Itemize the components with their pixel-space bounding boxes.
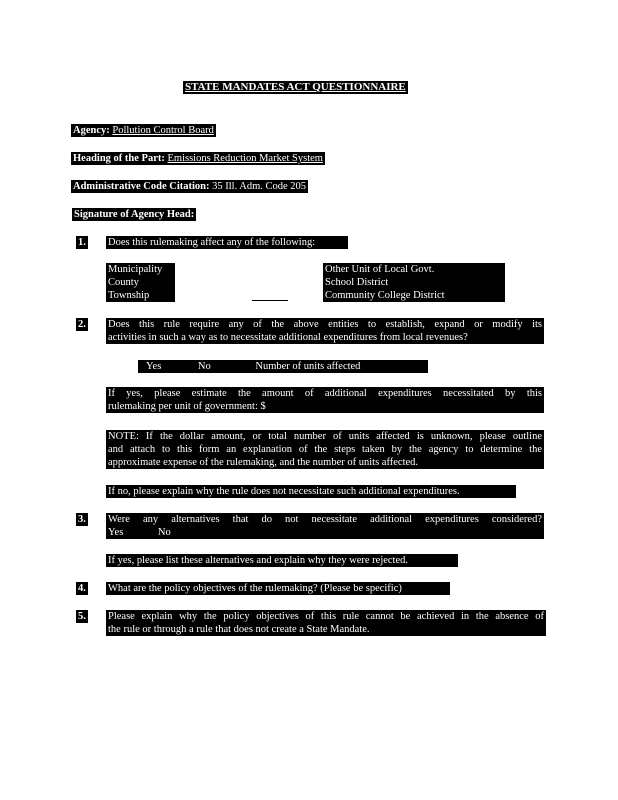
q4-text: What are the policy objectives of the rulemaking? (Please be specific) <box>106 582 450 595</box>
q2-units-label: Number of units affected <box>255 361 361 372</box>
q1-item-community-college: Community College District <box>325 290 445 301</box>
q2-if-no: If no, please explain why the rule does not necessitate such additional expenditures. <box>106 485 516 498</box>
q2-text <box>106 318 544 344</box>
q2-number: 2. <box>78 319 86 330</box>
q1-item-municipality: Municipality <box>108 264 163 275</box>
q1-left-list <box>106 263 175 302</box>
q2-note-line-2: and attach to this form an explanation of the steps taken by the agency to determine the <box>108 444 542 455</box>
document-title: STATE MANDATES ACT QUESTIONNAIRE <box>185 81 406 93</box>
q2-line-1: Does this rule require any of the above entities to establish, expand or modify its <box>108 319 542 330</box>
q1-text: Does this rulemaking affect any of the following: <box>106 236 348 249</box>
q2-estimate-line-1: If yes, please estimate the amount of additional expenditures necessitated by this <box>108 388 542 399</box>
q5-line-2: the rule or through a rule that does not create a State Mandate. <box>108 624 370 635</box>
citation-row <box>71 180 308 193</box>
heading-row <box>71 152 325 165</box>
q2-answer-row <box>138 360 428 373</box>
q1-right-list <box>323 263 505 302</box>
q3-line-1: Were any alternatives that do not necessitate additional expenditures considered? <box>108 514 542 525</box>
q1-number: 1. <box>78 237 86 248</box>
agency-value: Pollution Control Board <box>112 125 214 136</box>
heading-label: Heading of the Part: <box>73 153 165 164</box>
q5-line-1: Please explain why the policy objectives of this rule cannot be achieved in the absence of <box>108 611 544 622</box>
q5-number: 5. <box>78 611 86 622</box>
q3-number: 3. <box>78 514 86 525</box>
q5-text <box>106 610 546 636</box>
heading-value: Emissions Reduction Market System <box>167 153 323 164</box>
q1-item-township: Township <box>108 290 150 301</box>
agency-row <box>71 124 216 137</box>
q2-note <box>106 430 544 469</box>
q2-line-2: activities in such a way as to necessitate additional expenditures from local revenues? <box>108 332 468 343</box>
q2-yes-label[interactable]: Yes <box>146 361 162 372</box>
q3-if-yes: If yes, please list these alternatives and explain why they were rejected. <box>106 554 458 567</box>
q4-number: 4. <box>78 583 86 594</box>
q1-item-school-district: School District <box>325 277 389 288</box>
q2-note-line-3: approximate expense of the rulemaking, and the number of units affected. <box>108 457 419 468</box>
q1-item-other-govt: Other Unit of Local Govt. <box>325 264 435 275</box>
q3-text <box>106 513 544 539</box>
q2-no-label[interactable]: No <box>197 361 211 372</box>
citation-label: Administrative Code Citation: <box>73 181 210 192</box>
signature-label: Signature of Agency Head: <box>74 209 195 220</box>
q1-township-blank[interactable] <box>252 300 288 301</box>
q3-yes-label[interactable]: Yes <box>108 527 124 538</box>
q1-item-county: County <box>108 277 139 288</box>
q2-note-line-1: NOTE: If the dollar amount, or total number of units affected is unknown, please outline <box>108 431 542 442</box>
q3-answer-row <box>108 526 208 539</box>
agency-label: Agency: <box>73 125 110 136</box>
q2-estimate-line-2: rulemaking per unit of government: $ <box>108 401 266 412</box>
q3-no-label[interactable]: No <box>157 527 171 538</box>
q2-estimate <box>106 387 544 413</box>
citation-value: 35 Ill. Adm. Code 205 <box>212 181 307 192</box>
